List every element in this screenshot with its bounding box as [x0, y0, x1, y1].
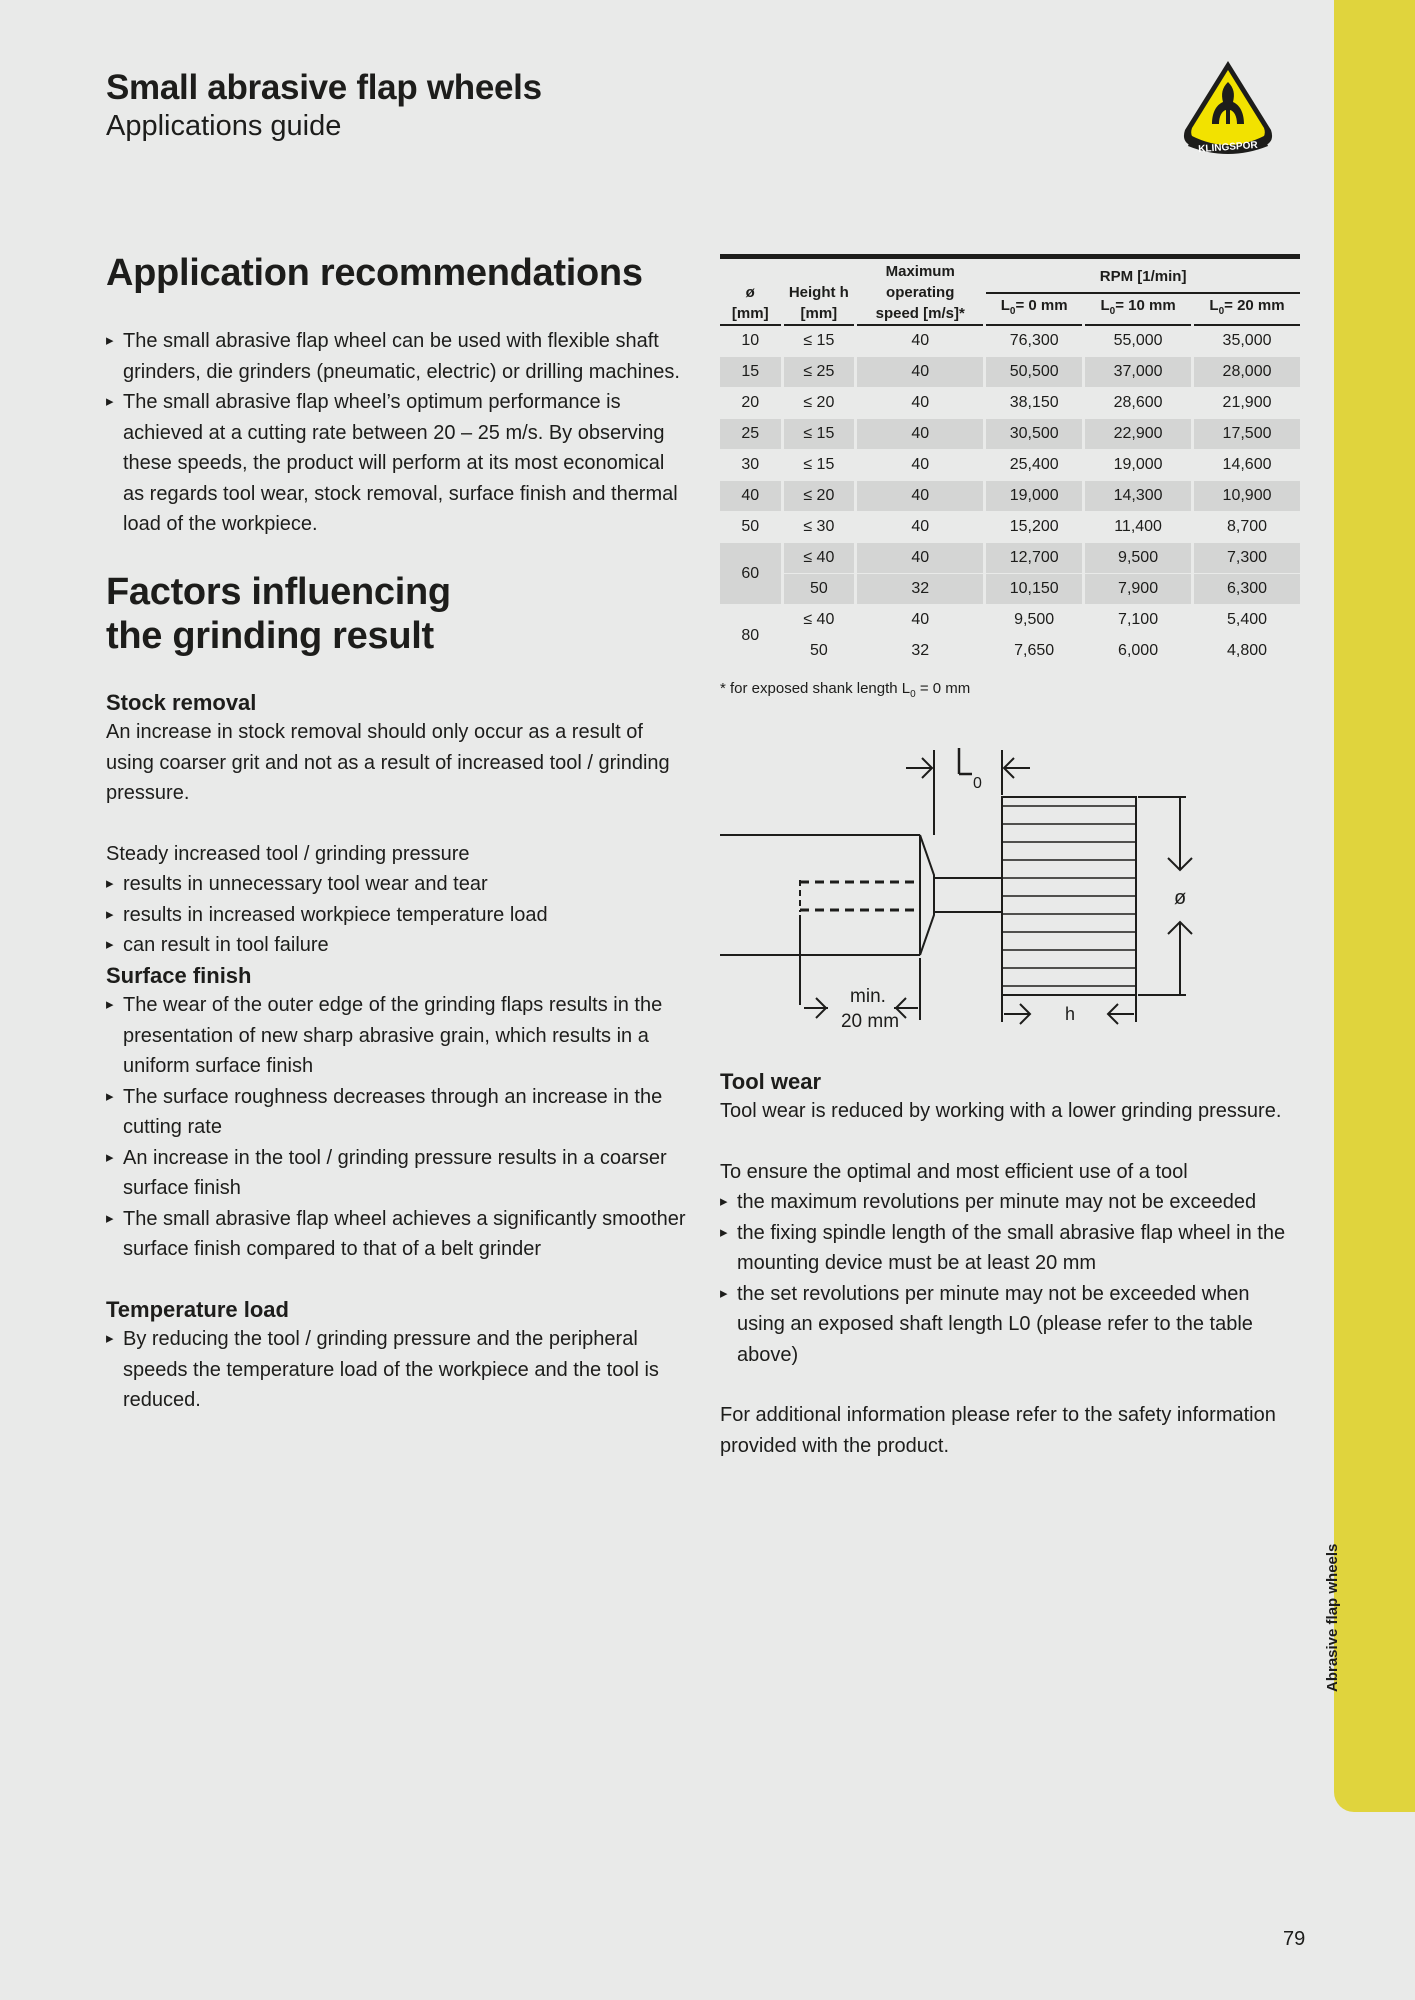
mounting-spindle [720, 835, 1002, 955]
header-l-subscript: 0 [1218, 306, 1225, 318]
table-top-rule [720, 254, 1300, 259]
cell-height: ≤ 20 [784, 388, 855, 419]
cell-speed: 40 [857, 419, 983, 450]
cell-speed: 32 [857, 574, 983, 605]
header-height [784, 261, 855, 326]
flap-wheel [1002, 797, 1136, 995]
cell-rpm-10: 22,900 [1085, 419, 1191, 450]
cell-rpm-10: 28,600 [1085, 388, 1191, 419]
list-item: ▸ The small abrasive flap wheel can be used with flexible shaft grinders, die grinders (pneumatic, electric) or drilling machines. [106, 326, 691, 387]
cell-diameter: 50 [720, 512, 781, 543]
header-l-letter: L [1000, 297, 1010, 315]
list-item: ▸ The wear of the outer edge of the grinding flaps results in the presentation of new sharp abrasive grain, which results in a uniform surface finish [106, 990, 691, 1082]
cell-rpm-0: 50,500 [986, 357, 1082, 388]
klingspor-logo [1178, 58, 1278, 158]
cell-rpm-10: 7,900 [1085, 574, 1191, 605]
list-item: ▸ the fixing spindle length of the small abrasive flap wheel in the mounting device must be at least 20 mm [720, 1218, 1300, 1279]
header-height-unit: [mm] [800, 305, 838, 322]
cell-height: ≤ 20 [784, 481, 855, 512]
cell-diameter: 40 [720, 481, 781, 512]
surface-finish-heading: Surface finish [106, 963, 252, 988]
cell-rpm-20: 17,500 [1194, 419, 1300, 450]
list-item: ▸ can result in tool failure [106, 930, 691, 961]
list-item: ▸ the maximum revolutions per minute may not be exceeded [720, 1187, 1300, 1218]
label-h: h [1064, 1004, 1076, 1024]
header-diameter [720, 261, 781, 326]
application-heading: Application recommendations [106, 252, 643, 294]
header-l-subscript: 0 [1109, 306, 1116, 318]
list-item: ▸ The small abrasive flap wheel achieves a significantly smoother surface finish compared to that of a belt grinder [106, 1204, 691, 1265]
rpm-table [717, 261, 1303, 667]
label-l0-subscript: 0 [973, 775, 982, 792]
factors-heading-line-2: the grinding result [106, 615, 434, 657]
cell-speed: 40 [857, 326, 983, 357]
table-row [720, 388, 1300, 419]
stock-removal-text: An increase in stock removal should only occur as a result of using coarser grit and not as a result of increased tool / grinding pressure. [106, 721, 670, 804]
cell-rpm-20: 14,600 [1194, 450, 1300, 481]
table-row [720, 481, 1300, 512]
header-diameter-symbol: ø [745, 284, 755, 301]
cell-speed: 40 [857, 450, 983, 481]
side-tab-label: Abrasive flap wheels [1324, 1543, 1341, 1692]
cell-height: 50 [784, 636, 855, 667]
header-l-subscript: 0 [1009, 306, 1016, 318]
cell-rpm-20: 35,000 [1194, 326, 1300, 357]
list-item: ▸ results in unnecessary tool wear and tear [106, 869, 691, 900]
header-speed-line-1: Maximum [885, 263, 955, 280]
table-row [720, 326, 1300, 357]
header-l0-10mm [1085, 294, 1191, 327]
header-rpm: RPM [1/min] [986, 261, 1300, 294]
header-l0-value: = 0 mm [1015, 297, 1068, 315]
cell-diameter: 15 [720, 357, 781, 388]
cell-rpm-0: 19,000 [986, 481, 1082, 512]
footnote-value: = 0 mm [915, 680, 971, 697]
table-row [720, 636, 1300, 667]
cell-rpm-0: 9,500 [986, 605, 1082, 636]
page-number: 79 [1283, 1928, 1306, 1950]
cell-diameter: 10 [720, 326, 781, 357]
header-l0-0mm [986, 294, 1082, 327]
cell-rpm-10: 9,500 [1085, 543, 1191, 574]
flap-wheel-diagram [716, 740, 1316, 1040]
l0-dimension [906, 748, 1030, 835]
list-item: ▸ The surface roughness decreases through an increase in the cutting rate [106, 1082, 691, 1143]
cell-height: 50 [784, 574, 855, 605]
ensure-text: To ensure the optimal and most efficient use of a tool [720, 1160, 1188, 1183]
cell-rpm-0: 12,700 [986, 543, 1082, 574]
additional-info-text: For additional information please refer to the safety information provided with the product. [720, 1404, 1276, 1457]
cell-height: ≤ 15 [784, 326, 855, 357]
header-l0-value: = 10 mm [1115, 297, 1176, 315]
cell-rpm-10: 37,000 [1085, 357, 1191, 388]
table-row [720, 574, 1300, 605]
cell-rpm-20: 6,300 [1194, 574, 1300, 605]
label-diameter: ø [1174, 887, 1187, 909]
cell-rpm-0: 10,150 [986, 574, 1082, 605]
list-item: ▸ The small abrasive flap wheel’s optimum performance is achieved at a cutting rate between 20 – 25 m/s. By observing these speeds, the product will perform at its most economical as regards tool wear, stock removal, surface finish and thermal load of the workpiece. [106, 387, 691, 540]
header-speed [857, 261, 983, 326]
cell-rpm-0: 76,300 [986, 326, 1082, 357]
cell-rpm-10: 11,400 [1085, 512, 1191, 543]
page-title: Small abrasive flap wheels [106, 68, 542, 107]
cell-rpm-10: 19,000 [1085, 450, 1191, 481]
cell-rpm-20: 7,300 [1194, 543, 1300, 574]
list-item: ▸ results in increased workpiece temperature load [106, 900, 691, 931]
header-l-letter: L [1100, 297, 1110, 315]
header-speed-line-2: operating [886, 284, 955, 301]
tool-wear-text: Tool wear is reduced by working with a lower grinding pressure. [720, 1100, 1282, 1122]
label-20mm: 20 mm [840, 1011, 900, 1032]
cell-speed: 32 [857, 636, 983, 667]
temperature-load-heading: Temperature load [106, 1297, 289, 1322]
cell-diameter: 80 [720, 605, 781, 667]
header-l0-value: = 20 mm [1224, 297, 1285, 315]
footnote-text: * for exposed shank length L [720, 680, 911, 697]
table-row [720, 512, 1300, 543]
header-diameter-unit: [mm] [731, 305, 769, 322]
factors-heading-line-1: Factors influencing [106, 571, 451, 613]
cell-diameter: 25 [720, 419, 781, 450]
table-row [720, 543, 1300, 574]
steady-pressure-text: Steady increased tool / grinding pressure [106, 842, 470, 865]
stock-removal-heading: Stock removal [106, 690, 257, 715]
stock-removal-section [106, 689, 691, 961]
steady-pressure-bullets [106, 869, 691, 961]
table-footnote [720, 680, 970, 700]
cell-diameter: 60 [720, 543, 781, 605]
tool-wear-section [720, 1068, 1300, 1461]
cell-height: ≤ 15 [784, 450, 855, 481]
cell-height: ≤ 40 [784, 543, 855, 574]
surface-finish-bullets [106, 990, 691, 1265]
table-row [720, 357, 1300, 388]
page-subtitle: Applications guide [106, 110, 342, 142]
cell-rpm-0: 25,400 [986, 450, 1082, 481]
cell-diameter: 20 [720, 388, 781, 419]
temperature-load-section [106, 1296, 691, 1416]
table-row [720, 419, 1300, 450]
factors-heading [106, 570, 691, 658]
cell-rpm-20: 5,400 [1194, 605, 1300, 636]
ensure-bullets [720, 1187, 1300, 1370]
cell-diameter: 30 [720, 450, 781, 481]
cell-speed: 40 [857, 357, 983, 388]
application-bullets [106, 326, 691, 540]
cell-height: ≤ 30 [784, 512, 855, 543]
header-l0-20mm [1194, 294, 1300, 327]
cell-height: ≤ 25 [784, 357, 855, 388]
cell-speed: 40 [857, 388, 983, 419]
cell-rpm-0: 30,500 [986, 419, 1082, 450]
cell-rpm-20: 21,900 [1194, 388, 1300, 419]
footnote-subscript: 0 [910, 689, 916, 700]
cell-rpm-10: 7,100 [1085, 605, 1191, 636]
list-item: ▸ By reducing the tool / grinding pressure and the peripheral speeds the temperature load of the workpiece and the tool is reduced. [106, 1324, 691, 1416]
tool-wear-heading: Tool wear [720, 1069, 822, 1094]
cell-rpm-20: 4,800 [1194, 636, 1300, 667]
cell-rpm-10: 6,000 [1085, 636, 1191, 667]
temperature-load-bullets [106, 1324, 691, 1416]
header-speed-line-3: speed [m/s]* [875, 305, 965, 322]
cell-speed: 40 [857, 543, 983, 574]
cell-rpm-20: 10,900 [1194, 481, 1300, 512]
svg-text:KLINGSPOR: KLINGSPOR [1197, 139, 1259, 156]
header-l-letter: L [1209, 297, 1219, 315]
cell-speed: 40 [857, 605, 983, 636]
list-item: ▸ the set revolutions per minute may not be exceeded when using an exposed shaft length L0 (please refer to the table above) [720, 1279, 1300, 1371]
cell-height: ≤ 40 [784, 605, 855, 636]
cell-rpm-20: 8,700 [1194, 512, 1300, 543]
cell-height: ≤ 15 [784, 419, 855, 450]
label-min: min. [850, 986, 886, 1007]
cell-rpm-0: 7,650 [986, 636, 1082, 667]
cell-speed: 40 [857, 481, 983, 512]
cell-rpm-0: 38,150 [986, 388, 1082, 419]
table-row [720, 605, 1300, 636]
cell-rpm-0: 15,200 [986, 512, 1082, 543]
surface-finish-section [106, 962, 691, 1265]
table-row [720, 450, 1300, 481]
label-l: L [958, 748, 975, 781]
rpm-table-container [720, 261, 1300, 667]
cell-speed: 40 [857, 512, 983, 543]
cell-rpm-10: 55,000 [1085, 326, 1191, 357]
cell-rpm-10: 14,300 [1085, 481, 1191, 512]
list-item: ▸ An increase in the tool / grinding pressure results in a coarser surface finish [106, 1143, 691, 1204]
header-height-label: Height h [788, 284, 849, 301]
cell-rpm-20: 28,000 [1194, 357, 1300, 388]
